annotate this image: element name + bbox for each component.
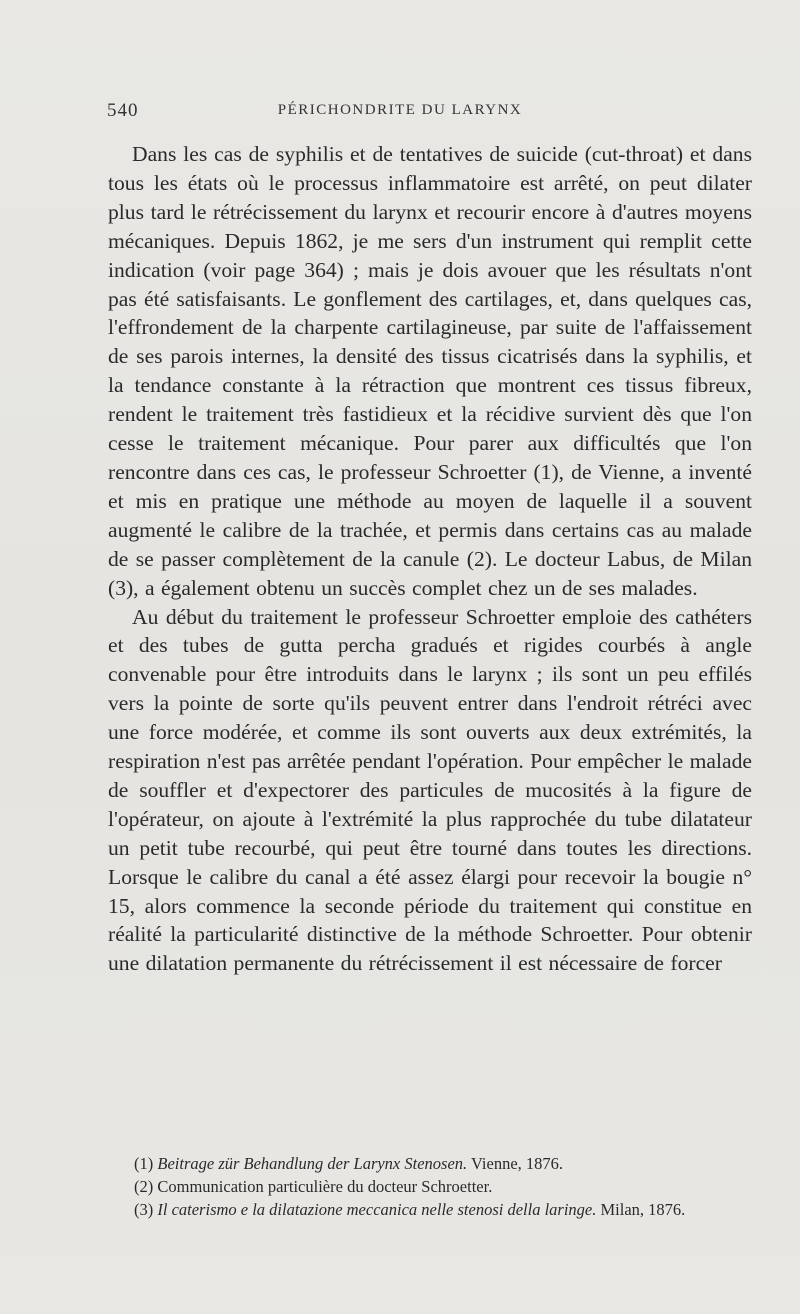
running-title: PÉRICHONDRITE DU LARYNX: [277, 102, 523, 118]
footnote-1: [108, 1152, 752, 1175]
paragraph-1: Dans les cas de syphilis et de tentatives de suicide (cut-throat) et dans tous les états où le processus inflammatoire est arrêté, on peut dilater plus tard le rétrécissement du larynx et recourir encore à d'autres moyens mécaniques. Depuis 1862, je me sers d'un instrument qui remplit cette indication (voir page 364) ; mais je dois avouer que les résultats n'ont pas été satisfaisants. Le gonflement des cartilages, et, dans quelques cas, l'effrondement de la charpente cartilagineuse, par suite de l'affaissement de ses parois internes, la densité des tissus cicatrisés dans la syphilis, et la tendance constante à la rétraction que montrent ces tissus fibreux, rendent le traitement très fastidieux et la récidive survient dès que l'on cesse le traitement mécanique. Pour parer aux difficultés que l'on rencontre dans ces cas, le professeur Schroetter (1), de Vienne, a inventé et mis en pratique une méthode au moyen de laquelle il a souvent augmenté le calibre de la trachée, et permis dans certains cas au malade de se passer complètement de la canule (2). Le docteur Labus, de Milan (3), a également obtenu un succès complet chez un de ses malades.: [108, 142, 752, 600]
footnote-3: [108, 1198, 752, 1221]
footnote-3-mark: (3): [134, 1200, 154, 1219]
footnote-1-rest: Vienne, 1876.: [467, 1154, 564, 1173]
page-number: 540: [107, 100, 139, 121]
footnote-3-title: Il caterismo e la dilatazione meccanica nelle stenosi della laringe.: [157, 1200, 597, 1219]
footnote-1-title: Beitrage zür Behandlung der Larynx Stenosen.: [157, 1154, 468, 1173]
footnote-2-mark: (2): [134, 1177, 154, 1196]
footnote-1-mark: (1): [134, 1154, 154, 1173]
body-text: [108, 140, 752, 978]
footnote-2: [108, 1175, 752, 1198]
footnotes: [108, 1152, 752, 1221]
paragraph-2: Au début du traitement le professeur Schroetter emploie des cathéters et des tubes de gutta percha gradués et rigides courbés à angle convenable pour être introduits dans le larynx ; ils sont un peu effilés vers la pointe de sorte qu'ils peuvent entrer dans l'endroit rétréci avec une force modérée, et comme ils sont ouverts aux deux extrémités, la respiration n'est pas arrêtée pendant l'opération. Pour empêcher le malade de souffler et d'expectorer des particules de mucosités à la figure de l'opérateur, on ajoute à l'extrémité la plus rapprochée du tube dilatateur un petit tube recourbé, qui peut être tourné dans toutes les directions. Lorsque le calibre du canal a été assez élargi pour recevoir la bougie n° 15, alors commence la seconde période du traitement qui constitue en réalité la particularité distinctive de la méthode Schroetter. Pour obtenir une dilatation permanente du rétrécissement il est nécessaire de forcer: [108, 604, 752, 976]
footnote-2-rest: Communication particulière du docteur Schroetter.: [153, 1177, 493, 1196]
page-header: [0, 100, 800, 124]
footnote-3-rest: Milan, 1876.: [596, 1200, 686, 1219]
